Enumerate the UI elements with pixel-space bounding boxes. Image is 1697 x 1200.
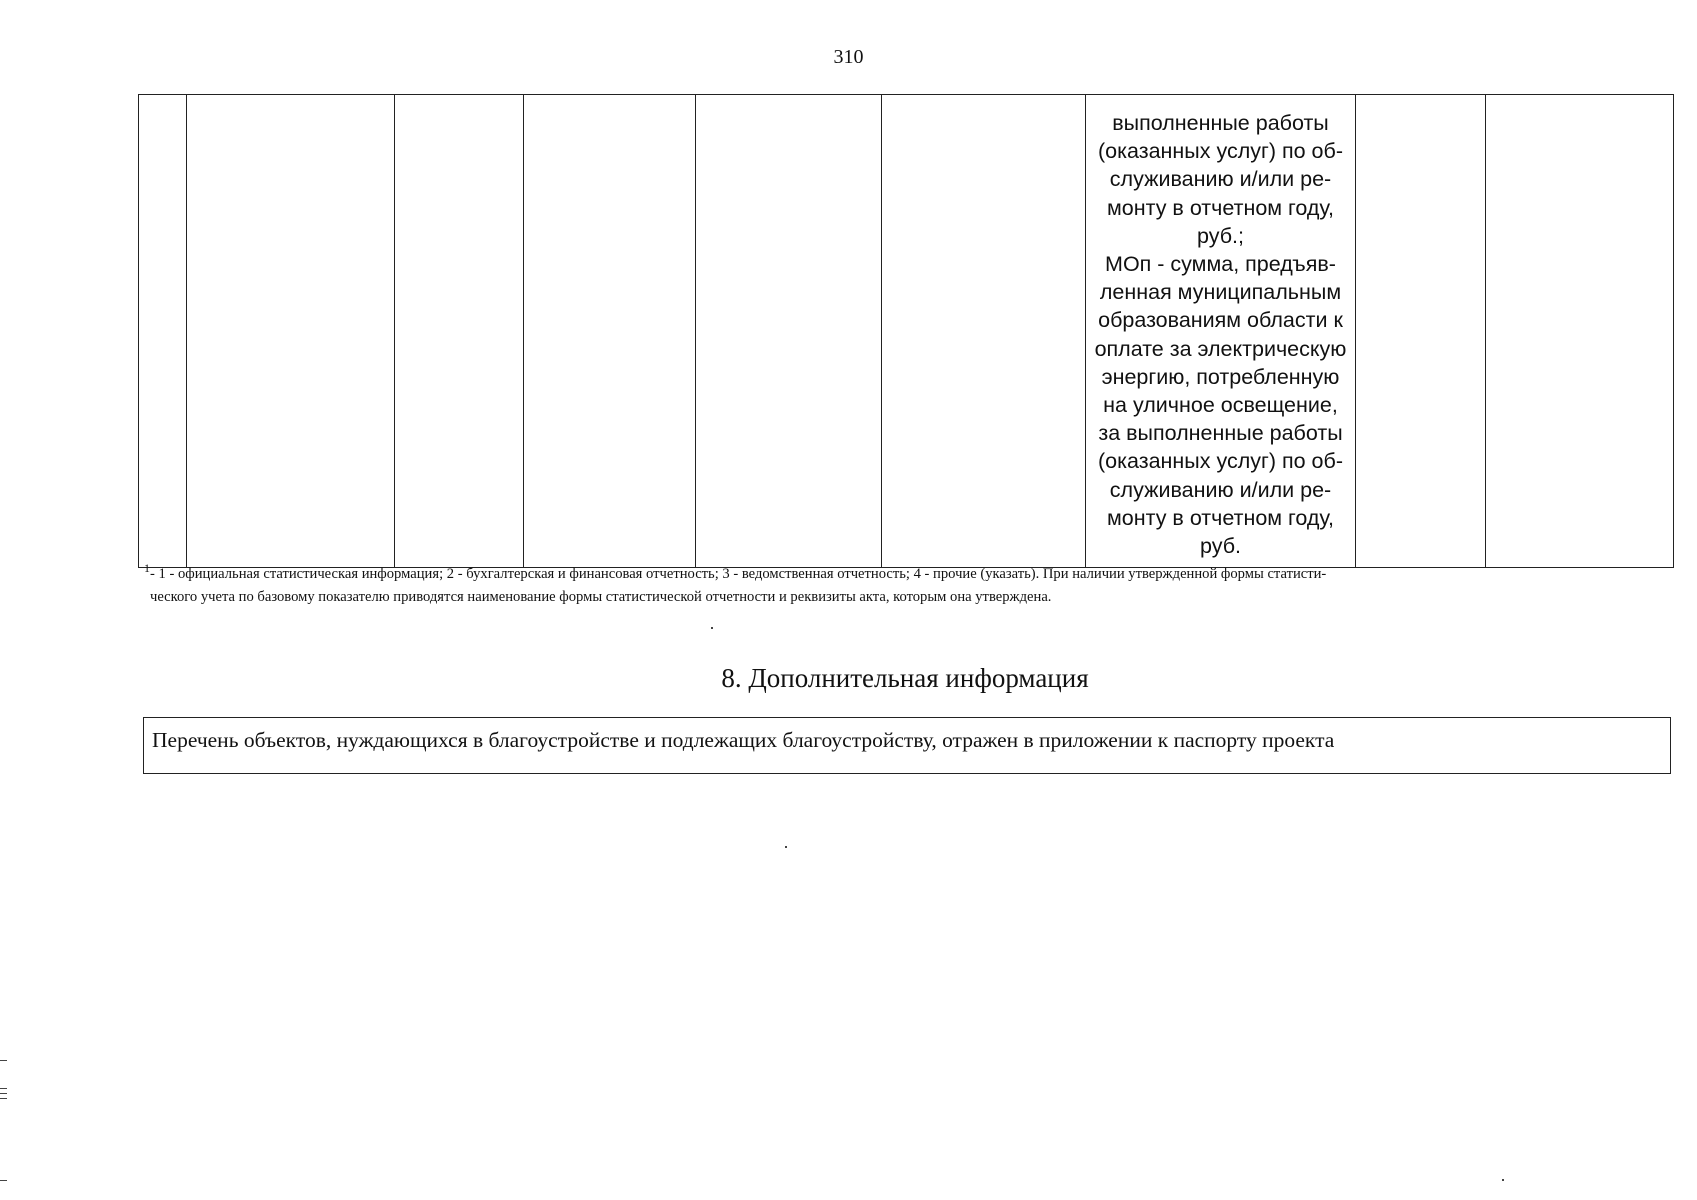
scan-speck [0, 1098, 7, 1099]
description-line: на уличное освещение, [1103, 393, 1338, 418]
footnote-line: ческого учета по базовому показателю приводятся наименование формы статистической отчетности и реквизиты акта, которым она утверждена. [150, 589, 1052, 605]
table-row [139, 95, 1674, 568]
description-line: руб. [1200, 534, 1241, 559]
footnote-line: - 1 - официальная статистическая информация; 2 - бухгалтерская и финансовая отчетность; 3 - ведомственная отчетность; 4 - прочие (указать). При наличии утвержденной формы статисти- [150, 566, 1327, 582]
description-line: оплате за электрическую [1094, 336, 1347, 361]
table-cell [524, 95, 696, 568]
table-cell [395, 95, 524, 568]
description-line: руб.; [1197, 223, 1244, 248]
page-number: 310 [833, 46, 864, 68]
table-cell [187, 95, 395, 568]
table-cell [882, 95, 1086, 568]
scan-speck [0, 1088, 7, 1089]
description-line: ленная муниципальным [1099, 280, 1342, 305]
description-line: служиванию и/или ре- [1109, 167, 1332, 192]
scan-speck [711, 627, 713, 629]
footnote [144, 561, 1650, 609]
additional-info-box: Перечень объектов, нуждающихся в благоустройстве и подлежащих благоустройству, отражен в приложении к паспорту проекта [143, 717, 1671, 774]
table-cell [1486, 95, 1674, 568]
scan-speck [0, 1180, 7, 1181]
table-cell [696, 95, 882, 568]
description-line: служиванию и/или ре- [1109, 477, 1332, 502]
table-cell [1356, 95, 1486, 568]
indicator-table [138, 94, 1674, 568]
section-title: 8. Дополнительная информация [721, 663, 1089, 693]
scan-speck [0, 1093, 7, 1094]
description-line: (оказанных услуг) по об- [1098, 139, 1343, 164]
calculation-description-cell [1086, 95, 1356, 568]
description-line: МОп - сумма, предъяв- [1105, 252, 1336, 277]
description-line: монту в отчетном году, [1107, 195, 1334, 220]
description-line: (оказанных услуг) по об- [1098, 449, 1343, 474]
description-line: за выполненные работы [1098, 421, 1343, 446]
scan-speck [785, 846, 787, 848]
footnote-marker: 1 [144, 561, 150, 575]
description-line: образованиям области к [1098, 308, 1343, 333]
scan-speck [0, 1060, 7, 1061]
description-line: выполненные работы [1112, 111, 1329, 135]
description-line: монту в отчетном году, [1107, 505, 1334, 530]
description-line: энергию, потребленную [1101, 364, 1340, 389]
table-cell [139, 95, 187, 568]
scan-speck [1502, 1179, 1504, 1181]
